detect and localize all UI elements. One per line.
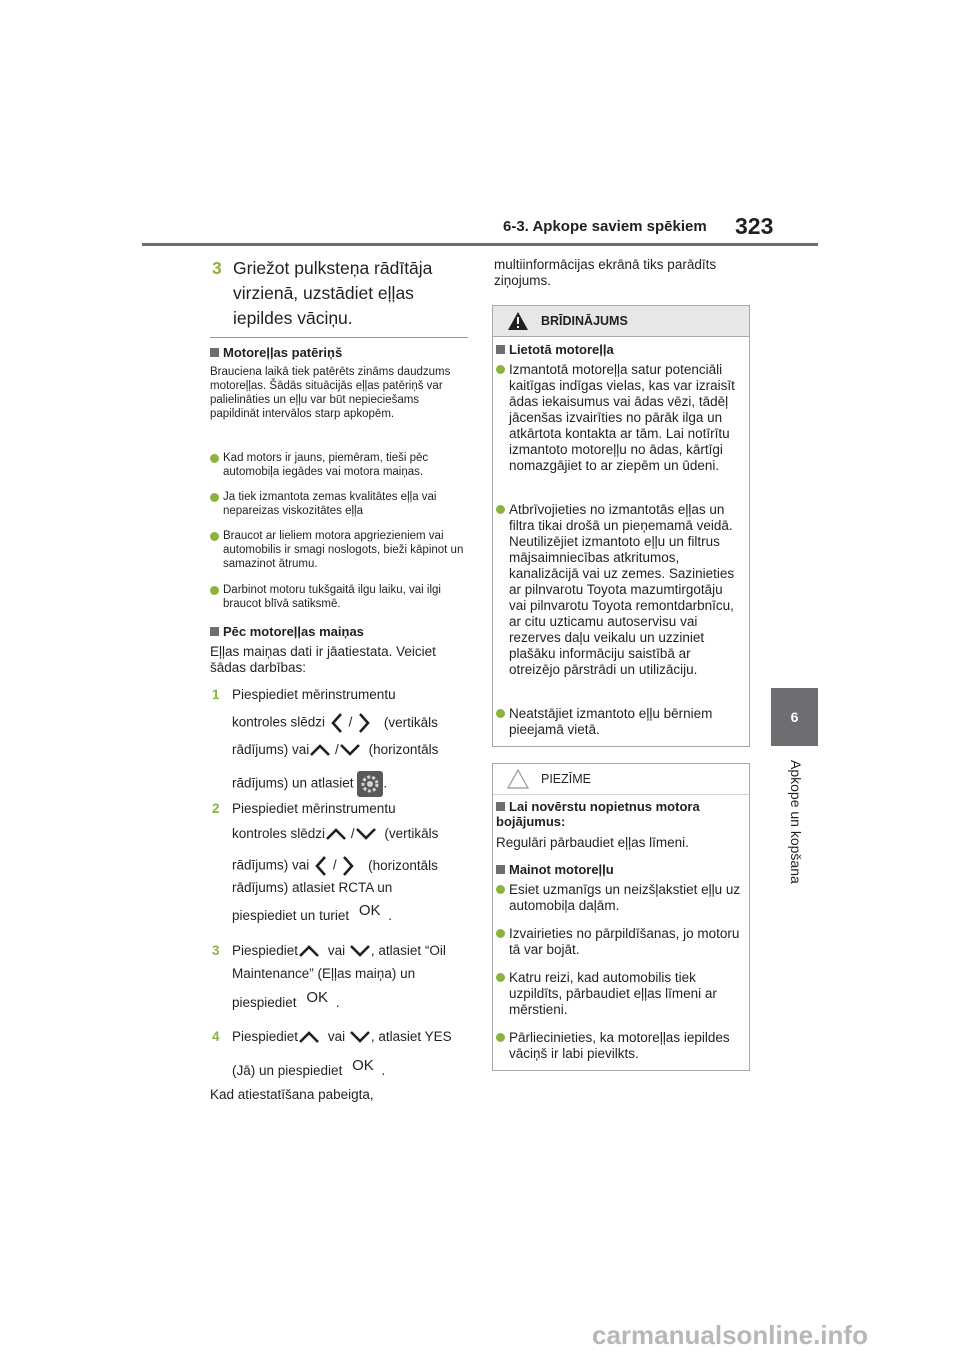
warning-box: BRĪDINĀJUMS Lietotā motoreļļa Izmantotā motoreļļa satur potenciāli kaitīgas indīgas vielas, kas var izraisīt ādas iekaisumus vai ādas vēzi, tādēļ jācenšas izvairīties no pārāk ilga un atkārtota kontakta ar tām. Lai notīrītu izmantoto motoreļļu no ādas, kārtīgi nomazgājiet to ar ziepēm un ūdeni. Atbrīvojieties no izmantotās eļļas un filtra tikai drošā un pieņemamā veidā. Neutilizējiet izmantoto eļļu un filtrus mājsaimniecības atkritumos, kanalizācijā vai uz zemes. Sazinieties ar pilnvarotu Toyota mazumtirgotāju vai pilnvarotu Toyota remontdarbnīcu, ar citu uzticamu autoservisu vai rezerves daļu veikalu un uzziniet plašāku informāciju saistībā ar otreizējo pārstrādi un utilizāciju. Neatstājiet izmantoto eļļu bērniem pieejamā vietā. [492, 305, 750, 747]
watermark: carmanualsonline.info [592, 1320, 868, 1350]
step-line: kontroles slēdzi / (vertikāls [232, 826, 439, 841]
sec2-title: Pēc motoreļļas maiņas [223, 624, 364, 639]
big-step-number: 3 [212, 258, 222, 278]
ok-button-icon: OK [306, 989, 328, 1006]
sec2-intro: Eļļas maiņas dati ir jāatiestata. Veiciet šādas darbības: [210, 644, 436, 675]
bullet-icon [496, 885, 505, 894]
notice-triangle-icon [507, 769, 529, 789]
continuation-text: multiinformācijas ekrānā tiks parādīts ziņojums. [494, 257, 717, 288]
section-title: 6-3. Apkope saviem spēkiem [503, 218, 707, 235]
chevron-down-icon [355, 827, 377, 841]
note-sec1-heading: Lai novērstu nopietnus motora bojājumus: [496, 799, 700, 829]
step-line: (Jā) un piespiediet OK . [232, 1057, 386, 1078]
chevron-down-icon [339, 743, 361, 757]
chevron-down-icon [349, 944, 371, 958]
sec1-heading [210, 345, 342, 360]
step-text: Piespiediet mērinstrumentu [232, 801, 396, 816]
header-rule [142, 243, 818, 246]
step-line: piespiediet OK . [232, 989, 340, 1010]
step-number: 3 [212, 943, 220, 958]
step-line: rādījums) vai / (horizontāls [232, 742, 439, 757]
separator [210, 337, 468, 338]
step-number: 4 [212, 1029, 220, 1044]
step-text: Maintenance” (Eļļas maiņa) un [232, 966, 416, 981]
big-step-text: Griežot pulksteņa rādītāja virzienā, uzstādiet eļļas iepildes vāciņu. [233, 258, 433, 328]
settings-gear-icon [357, 771, 383, 797]
square-bullet-icon [496, 865, 505, 874]
ok-button-icon: OK [352, 1057, 374, 1074]
warning-triangle-icon [507, 311, 529, 331]
step-line: Piespiediet vai , atlasiet YES [232, 1029, 452, 1044]
bullet-icon [496, 365, 505, 374]
bullet-icon [496, 929, 505, 938]
square-bullet-icon [496, 802, 505, 811]
bullet-icon [496, 1033, 505, 1042]
bullet-icon [210, 532, 219, 541]
chapter-tab: 6 [771, 688, 818, 746]
chapter-label: Apkope un kopšana [788, 760, 804, 884]
warning-title: BRĪDINĀJUMS [541, 314, 628, 328]
bullet-icon [210, 586, 219, 595]
bullet-icon [496, 709, 505, 718]
square-bullet-icon [210, 627, 219, 636]
note-box: PIEZĪME Lai novērstu nopietnus motora bojājumus: Regulāri pārbaudiet eļļas līmeni. Mainot motoreļļu Esiet uzmanīgs un neizšļakstiet eļļu uz automobiļa daļām. Izvairieties no pārpildīšanas, jo motoru tā var bojāt. Katru reizi, kad automobilis tiek uzpildīts, pārbaudiet eļļas līmeni ar mērstieni. Pārliecinieties, ka motoreļļas iepildes vāciņš ir labi pievilkts. [492, 763, 750, 1071]
closing-text: Kad atiestatīšana pabeigta, [210, 1087, 374, 1102]
step-line: Piespiediet vai , atlasiet “Oil [232, 943, 446, 958]
step-text: rādījums) atlasiet RCTA un [232, 880, 393, 895]
chevron-right-icon [340, 855, 356, 877]
step-text: Piespiediet mērinstrumentu [232, 687, 396, 702]
note-sec2-heading: Mainot motoreļļu [496, 862, 614, 877]
sec1-intro: Brauciena laikā tiek patērēts zināms daudzums motoreļļas. Šādās situācijās eļļas patēriņš var palielināties un eļļu var būt nepieciešams papildināt intervālos starp apkopēm. [210, 366, 451, 420]
square-bullet-icon [496, 345, 505, 354]
step-line: rādījums) un atlasiet . [232, 771, 387, 797]
ok-button-icon: OK [358, 902, 381, 919]
bullet-icon [210, 493, 219, 502]
chevron-right-icon [356, 712, 372, 734]
chevron-left-icon [313, 855, 329, 877]
chevron-up-icon [309, 743, 331, 757]
bullet-icon [496, 973, 505, 982]
warning-header [493, 306, 749, 337]
step-line: kontroles slēdzi / (vertikāls [232, 712, 438, 734]
note-sec1-text: Regulāri pārbaudiet eļļas līmeni. [496, 835, 689, 850]
page-number: 323 [735, 213, 774, 239]
note-title: PIEZĪME [541, 772, 592, 786]
step-number: 1 [212, 687, 220, 702]
warning-sec-heading: Lietotā motoreļļa [496, 342, 614, 357]
step-line: piespiediet un turiet OK . [232, 902, 393, 923]
note-header [493, 764, 749, 795]
chevron-up-icon [325, 827, 347, 841]
step-line: rādījums) vai / (horizontāls [232, 855, 438, 877]
sec1-title: Motoreļļas patēriņš [223, 345, 343, 360]
chevron-up-icon [298, 1030, 320, 1044]
chevron-down-icon [349, 1030, 371, 1044]
square-bullet-icon [210, 348, 219, 357]
chevron-up-icon [298, 944, 320, 958]
chevron-left-icon [329, 712, 345, 734]
bullet-icon [210, 454, 219, 463]
bullet-icon [496, 505, 505, 514]
sec2-heading [210, 624, 364, 639]
step-number: 2 [212, 801, 220, 816]
